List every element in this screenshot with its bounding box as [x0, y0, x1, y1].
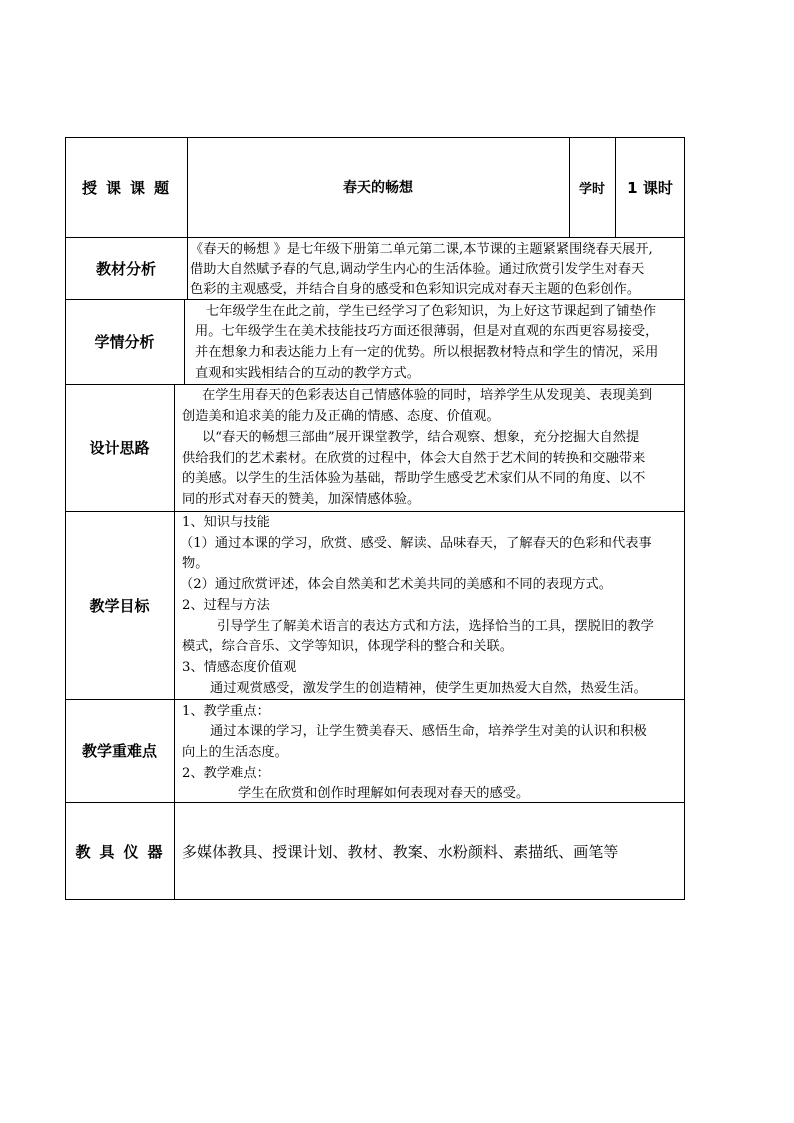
hours-label: 学时: [578, 181, 605, 197]
goals-line: 模式，综合音乐、文学等知识，体现学科的整合和关联。: [182, 639, 513, 654]
tools-label: 教具仪器: [75, 842, 172, 861]
keypoints-line: 2、教学难点：: [182, 766, 270, 781]
design-line: 同的形式对春天的赞美，加深情感体验。: [182, 492, 421, 507]
material-line: 借助大自然赋予春的气息,调动学生内心的生活体验。通过欣赏引发学生对春天: [190, 262, 645, 277]
design-line: 供给我们的艺术素材。在欣赏的过程中，体会大自然于艺术间的转换和交融带来: [182, 451, 646, 466]
students-line: 用。七年级学生在美术技能技巧方面还很薄弱，但是对直观的东西更容易接受，: [195, 324, 659, 339]
students-line: 直观和实践相结合的互动的教学方式。: [195, 366, 421, 381]
design-label: 设计思路: [89, 439, 150, 457]
tools-content: 多媒体教具、授课计划、教材、教案、水粉颜料、素描纸、画笔等: [182, 843, 619, 861]
material-label: 教材分析: [95, 259, 156, 278]
design-line: 创造美和追求美的能力及正确的情感、态度、价值观。: [182, 409, 500, 424]
topic-value: 春天的畅想: [343, 180, 413, 196]
topic-label: 授课课题: [81, 178, 178, 197]
goals-label: 教学目标: [89, 596, 150, 615]
keypoints-line: 学生在欣赏和创作时理解如何表现对春天的感受。: [238, 786, 530, 801]
design-line: 在学生用春天的色彩表达自己情感体验的同时，培养学生从发现美、表现美到: [202, 388, 653, 403]
design-line: 以“春天的畅想三部曲”展开课堂教学，结合观察、想象，充分挖掘大自然提: [202, 430, 640, 445]
students-label: 学情分析: [94, 333, 155, 351]
goals-line: 引导学生了解美术语言的表达方式和方法，选择恰当的工具，摆脱旧的教学: [217, 619, 654, 634]
goals-line: 通过观赏感受，激发学生的创造精神，使学生更加热爱大自然，热爱生活。: [210, 681, 647, 696]
keypoints-line: 1、教学重点：: [182, 704, 270, 719]
students-line: 七年级学生在此之前，学生已经学习了色彩知识，为上好这节课起到了铺垫作: [206, 304, 657, 319]
keypoints-line: 向上的生活态度。: [182, 745, 288, 760]
goals-line: 2、过程与方法: [182, 598, 270, 613]
material-line: 色彩的主观感受，并结合自身的感受和色彩知识完成对春天主题的色彩创作。: [190, 282, 641, 297]
keypoints-label: 教学重难点: [81, 742, 157, 760]
column-divider: [174, 384, 175, 900]
goals-line: 3、情感态度价值观: [182, 660, 297, 675]
goals-line: （2）通过欣赏评述，体会自然美和艺术美共同的美感和不同的表现方式。: [180, 577, 613, 592]
design-line: 的美感。以学生的生活体验为基础，帮助学生感受艺术家们从不同的角度、以不: [182, 471, 646, 486]
column-divider: [184, 299, 185, 384]
goals-line: （1）通过本课的学习，欣赏、感受、解读、品味春天，了解春天的色彩和代表事: [180, 536, 652, 551]
students-line: 并在想象力和表达能力上有一定的优势。所以根据教材特点和学生的情况，采用: [195, 345, 659, 360]
hours-value: 1 课时: [627, 178, 673, 197]
keypoints-line: 通过本课的学习，让学生赞美春天、感悟生命，培养学生对美的认识和积极: [210, 724, 647, 739]
goals-line: 物。: [182, 556, 209, 571]
goals-line: 1、知识与技能: [182, 515, 270, 530]
material-line: 《春天的畅想 》是七年级下册第二单元第二课,本节课的主题紧紧围绕春天展开,: [190, 242, 653, 257]
